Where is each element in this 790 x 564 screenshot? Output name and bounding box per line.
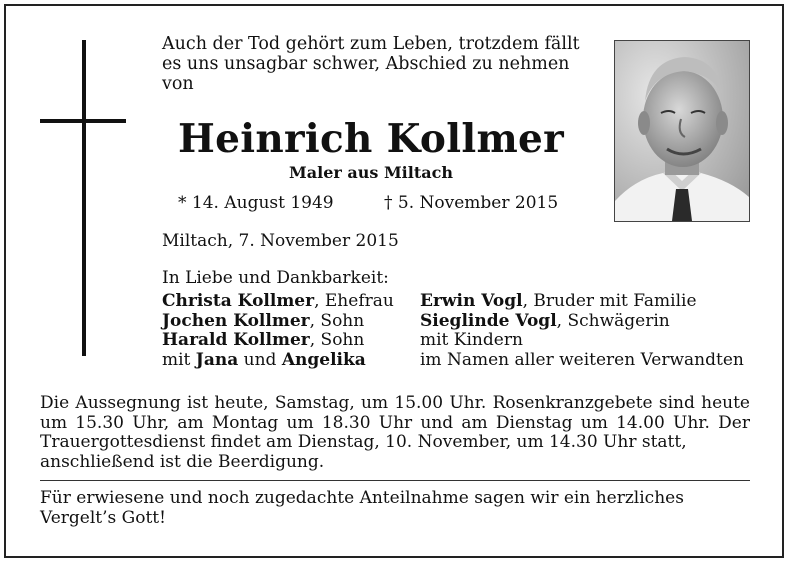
cross-vertical-bar — [82, 40, 86, 356]
mourners-right-column — [420, 292, 744, 370]
intro-text — [162, 34, 580, 94]
portrait-image — [615, 41, 749, 221]
mourners-left-column — [162, 292, 394, 370]
intro-line-3: von — [162, 74, 194, 94]
closing-thanks — [40, 489, 750, 528]
funeral-text-last-line: anschließend ist die Beerdigung. — [40, 451, 325, 472]
divider — [40, 480, 750, 481]
mourner-entry: Harald Kollmer, Sohn — [162, 330, 365, 350]
intro-line-2: es uns unsagbar schwer, Abschied zu nehmen — [162, 54, 570, 74]
birth-date: * 14. August 1949 — [178, 193, 334, 213]
intro-line-1: Auch der Tod gehört zum Leben, trotzdem fällt — [162, 34, 580, 54]
funeral-information — [40, 394, 750, 472]
deceased-name: Heinrich Kollmer — [178, 116, 564, 162]
mourner-entry: Jochen Kollmer, Sohn — [162, 310, 365, 331]
funeral-text: Die Aussegnung ist heute, Samstag, um 15.00 Uhr. Rosenkranzgebete sind heute um 15.30 Uhr, am Montag um 18.30 Uhr und am Dienstag um 14.00 Uhr. Der Trauergottesdienst findet am Dienstag, 10. November, um 14.30 Uhr statt, — [40, 393, 750, 452]
deceased-occupation: Maler aus Miltach — [289, 163, 453, 182]
cross-horizontal-bar — [40, 119, 126, 123]
mourner-entry: im Namen aller weiteren Verwandten — [420, 349, 744, 370]
closing-text: Für erwiesene und noch zugedachte Anteilnahme sagen wir ein herzliches — [40, 488, 684, 508]
death-date: † 5. November 2015 — [384, 193, 559, 213]
mourner-entry: Erwin Vogl, Bruder mit Familie — [420, 291, 697, 311]
thanks-heading: In Liebe und Dankbarkeit: — [162, 268, 389, 288]
mourner-entry: Sieglinde Vogl, Schwägerin — [420, 310, 670, 331]
closing-text-last-line: Vergelt’s Gott! — [40, 507, 166, 528]
mourner-entry: mit Kindern — [420, 330, 523, 350]
portrait-photo — [614, 40, 750, 222]
mourner-entry: Christa Kollmer, Ehefrau — [162, 291, 394, 311]
place-date: Miltach, 7. November 2015 — [162, 231, 399, 251]
mourner-entry: mit Jana und Angelika — [162, 349, 366, 370]
